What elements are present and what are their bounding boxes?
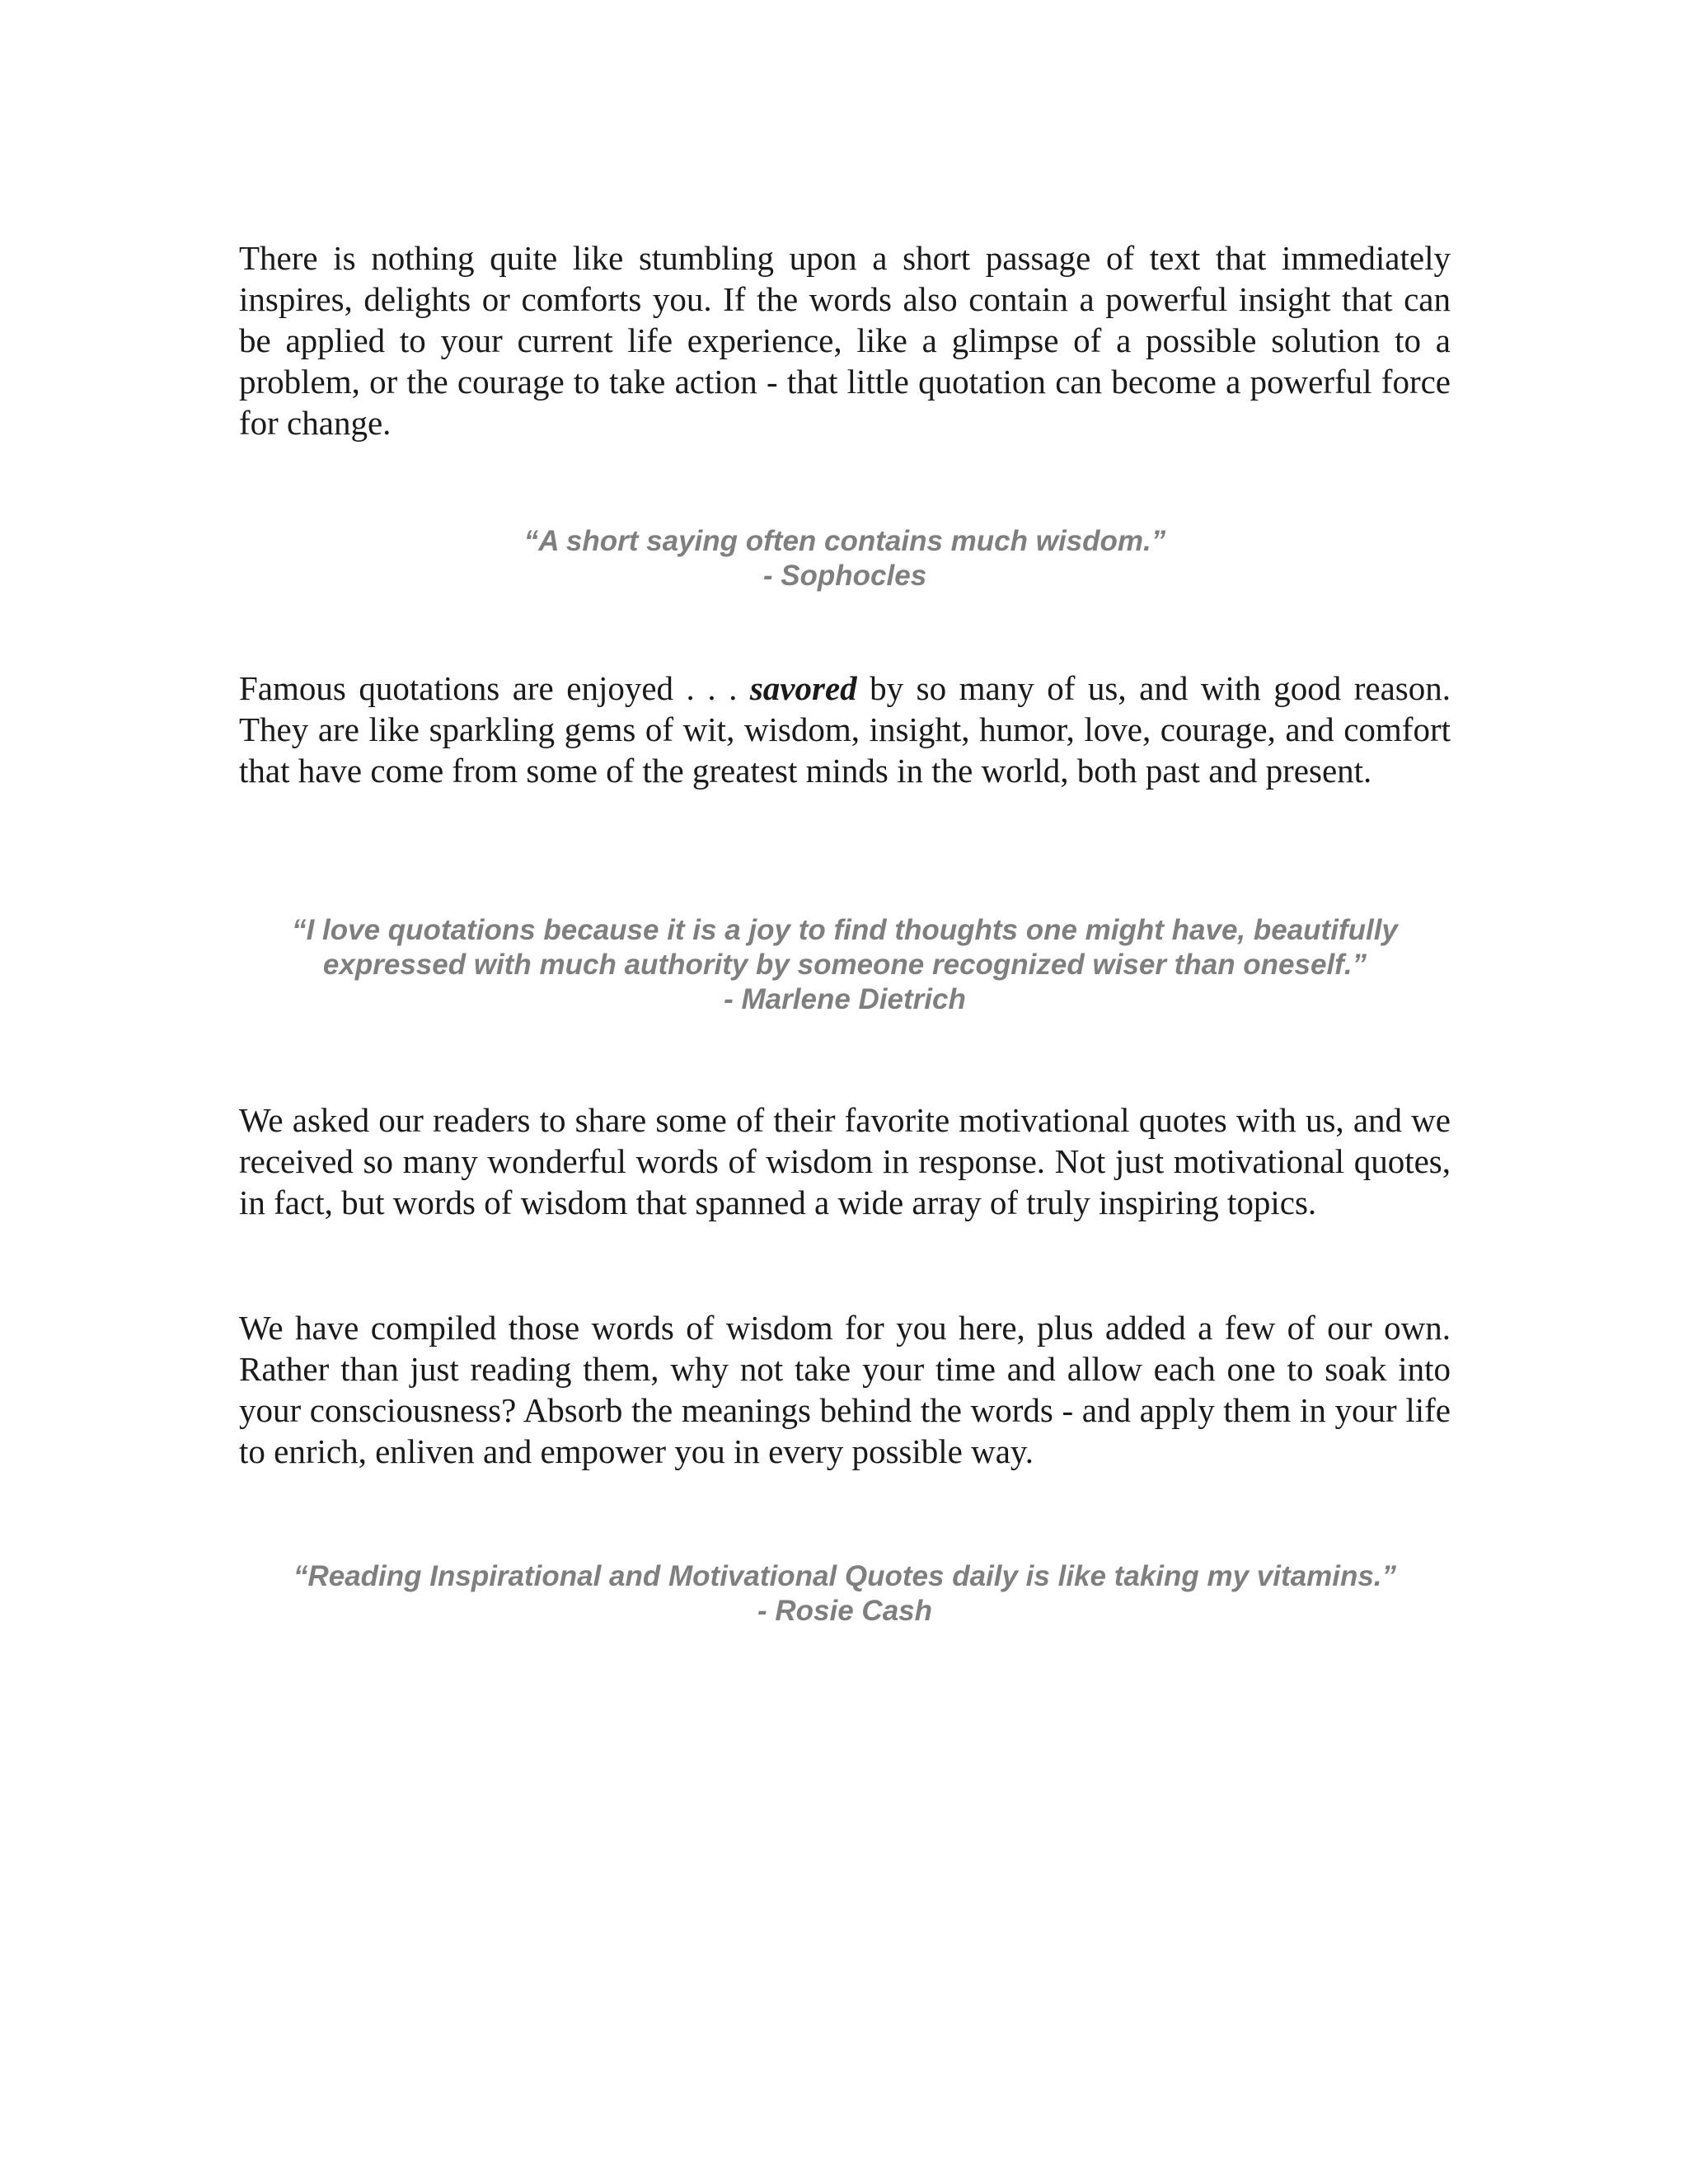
quote-text: “A short saying often contains much wisdom.” bbox=[523, 525, 1166, 557]
quote-rosie-cash bbox=[239, 1559, 1451, 1629]
quote-author: - Rosie Cash bbox=[757, 1595, 932, 1627]
intro-paragraph: There is nothing quite like stumbling upon a short passage of text that immediately inspires, delights or comforts you. If the words also contain a powerful insight that can be applied to your current life experience, like a glimpse of a possible solution to a problem, or the courage to take action - that little quotation can become a powerful force for change. bbox=[239, 239, 1451, 442]
paragraph-text: Famous quotations are enjoyed . . . bbox=[239, 669, 750, 707]
readers-paragraph: We asked our readers to share some of their favorite motivational quotes with us, and we received so many wonderful words of wisdom in response. Not just motivational quotes, in fact, but words of wisdom that spanned a wide array of truly inspiring topics. bbox=[239, 1101, 1451, 1221]
quote-text: “Reading Inspirational and Motivational Quotes daily is like taking my vitamins.” bbox=[293, 1560, 1397, 1592]
quote-author: - Marlene Dietrich bbox=[724, 983, 966, 1015]
quote-text-line-2: expressed with much authority by someone recognized wiser than oneself.” bbox=[322, 949, 1367, 981]
paragraph-text: by so many of us, and with good reason. They are like sparkling gems of wit, wisdom, insight, humor, love, courage, and comfort that have come from some of the greatest minds in the world, both past and present. bbox=[239, 669, 1451, 790]
quote-author: - Sophocles bbox=[762, 560, 927, 592]
famous-quotations-paragraph bbox=[239, 668, 1451, 791]
compiled-paragraph: We have compiled those words of wisdom for you here, plus added a few of our own. Rather than just reading them, why not take your time and allow each one to soak into your consciousness? Absorb the meanings behind the words - and apply them in your life to enrich, enliven and empower you in every possible way. bbox=[239, 1309, 1451, 1470]
quote-text-line-1: “I love quotations because it is a joy to find thoughts one might have, beautifully bbox=[292, 914, 1398, 946]
quote-sophocles bbox=[239, 524, 1451, 593]
emphasis-savored: savored bbox=[749, 669, 857, 707]
quote-marlene-dietrich bbox=[239, 913, 1451, 1017]
